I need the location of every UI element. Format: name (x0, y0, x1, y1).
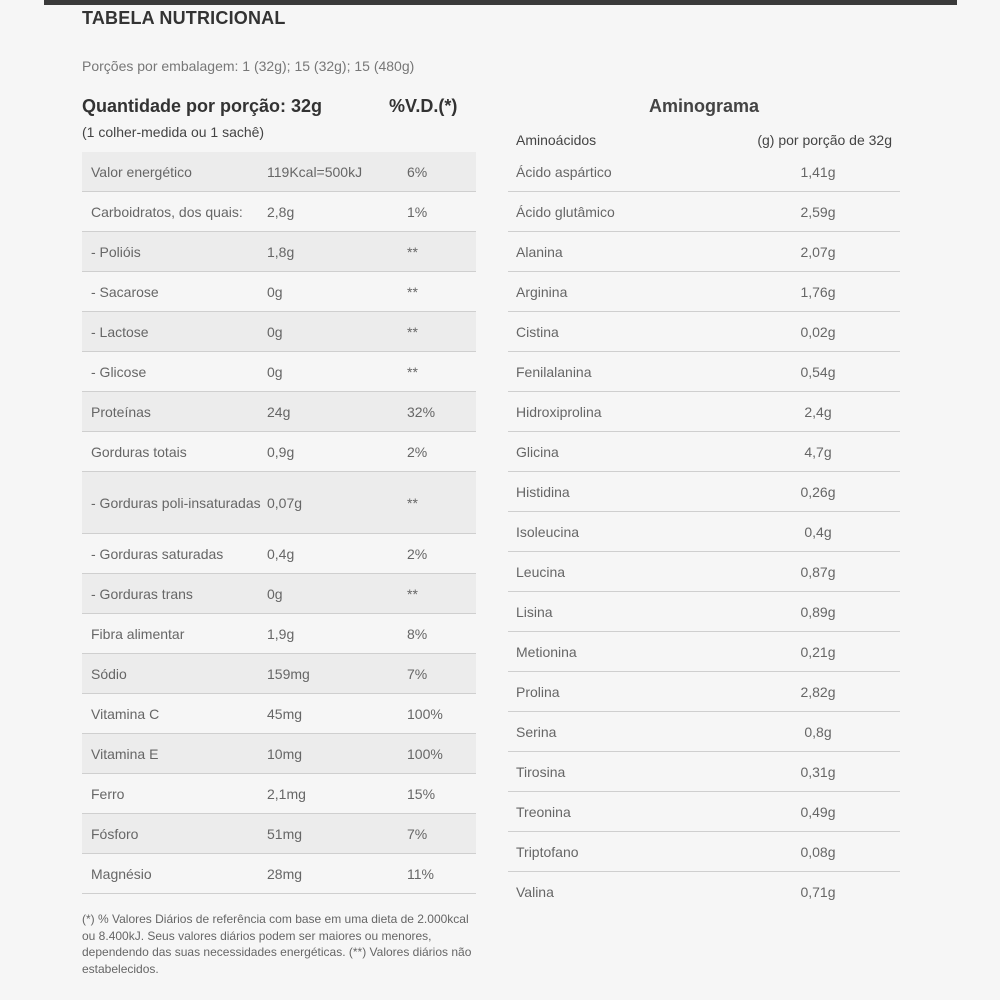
amino-acid-grams: 0,89g (800, 604, 836, 620)
nutrient-name: - Glicose (91, 364, 147, 380)
amino-acid-name: Histidina (516, 484, 570, 500)
amino-acid-name: Metionina (516, 644, 577, 660)
nutrition-row (82, 472, 476, 534)
nutrient-amount: 1,9g (267, 626, 295, 642)
nutrient-name: Ferro (91, 786, 125, 802)
amino-acid-grams: 0,31g (800, 764, 836, 780)
nutrient-daily-value: ** (407, 324, 418, 340)
nutrient-daily-value: 100% (407, 746, 443, 762)
aminogram-row (508, 312, 900, 352)
nutrient-daily-value: ** (407, 364, 418, 380)
amino-acid-name: Triptofano (516, 844, 579, 860)
nutrient-name: Fibra alimentar (91, 626, 185, 642)
aminogram-table (508, 152, 900, 912)
amino-acid-grams: 0,87g (800, 564, 836, 580)
nutrient-name: Gorduras totais (91, 444, 187, 460)
aminogram-row (508, 832, 900, 872)
nutrient-amount: 119Kcal=500kJ (267, 164, 363, 180)
nutrient-daily-value: 15% (407, 786, 436, 802)
aminogram-row (508, 872, 900, 912)
top-divider-bar (44, 0, 957, 5)
nutrient-daily-value: 32% (407, 404, 436, 420)
amino-acid-name: Hidroxiprolina (516, 404, 602, 420)
nutrient-amount: 28mg (267, 866, 303, 882)
nutrient-daily-value: ** (407, 586, 418, 602)
aminogram-row (508, 632, 900, 672)
amino-acid-grams: 0,49g (800, 804, 836, 820)
nutrition-row (82, 734, 476, 774)
amino-acid-grams: 0,4g (804, 524, 832, 540)
nutrient-name: Carboidratos, dos quais: (91, 204, 243, 220)
nutrient-amount: 45mg (267, 706, 303, 722)
amino-acid-name: Treonina (516, 804, 571, 820)
aminogram-row (508, 352, 900, 392)
servings-per-package: Porções por embalagem: 1 (32g); 15 (32g); 15 (480g) (82, 58, 415, 74)
nutrition-row (82, 152, 476, 192)
amino-acid-name: Leucina (516, 564, 566, 580)
nutrient-name: - Gorduras trans (91, 586, 193, 602)
aminogram-row (508, 512, 900, 552)
page-title: TABELA NUTRICIONAL (82, 8, 286, 28)
nutrient-amount: 0,4g (267, 546, 295, 562)
nutrition-row (82, 392, 476, 432)
amino-acid-name: Serina (516, 724, 557, 740)
nutrient-name: Proteínas (91, 404, 151, 420)
nutrient-amount: 0,07g (267, 495, 303, 511)
aminogram-row (508, 672, 900, 712)
amino-acid-grams: 0,26g (800, 484, 836, 500)
nutrient-daily-value: ** (407, 284, 418, 300)
nutrient-daily-value: 7% (407, 826, 428, 842)
nutrient-amount: 0g (267, 284, 283, 300)
amino-acid-grams: 2,59g (800, 204, 836, 220)
amino-acid-grams: 2,82g (800, 684, 836, 700)
footnote: (*) % Valores Diários de referência com base em uma dieta de 2.000kcal ou 8.400kJ. Seus valores diários podem ser maiores ou menores, dependendo das suas necessidades energéticas. (**) Valores diários não estabelecidos. (82, 912, 472, 976)
row-divider (82, 893, 476, 894)
amino-acid-grams: 0,02g (800, 324, 836, 340)
nutrient-amount: 2,8g (267, 204, 295, 220)
nutrient-amount: 1,8g (267, 244, 295, 260)
nutrition-row (82, 694, 476, 734)
aminogram-row (508, 192, 900, 232)
aminogram-row (508, 712, 900, 752)
nutrient-daily-value: 7% (407, 666, 428, 682)
nutrient-daily-value: 2% (407, 546, 428, 562)
amino-acid-grams: 2,07g (800, 244, 836, 260)
aminogram-row (508, 432, 900, 472)
quantity-per-serving-label: Quantidade por porção: 32g (82, 96, 323, 116)
nutrient-name: Fósforo (91, 826, 139, 842)
nutrient-name: Vitamina C (91, 706, 160, 722)
nutrient-name: - Lactose (91, 324, 149, 340)
aminogram-row (508, 392, 900, 432)
nutrient-amount: 0g (267, 324, 283, 340)
nutrient-daily-value: ** (407, 244, 418, 260)
aminogram-row (508, 232, 900, 272)
nutrient-name: Valor energético (91, 164, 192, 180)
amino-acid-grams: 2,4g (804, 404, 832, 420)
aminogram-row (508, 792, 900, 832)
nutrient-name: Sódio (91, 666, 127, 682)
nutrition-row (82, 352, 476, 392)
nutrient-amount: 24g (267, 404, 291, 420)
nutrition-row (82, 534, 476, 574)
nutrient-name: Vitamina E (91, 746, 159, 762)
nutrition-table (82, 152, 476, 894)
aminogram-row (508, 152, 900, 192)
aminogram-section (508, 96, 900, 900)
aminogram-row (508, 752, 900, 792)
nutrient-daily-value: 6% (407, 164, 428, 180)
nutrition-row (82, 814, 476, 854)
amino-acid-name: Fenilalanina (516, 364, 592, 380)
nutrient-amount: 2,1mg (267, 786, 306, 802)
nutrient-daily-value: 1% (407, 204, 428, 220)
nutrient-amount: 0g (267, 586, 283, 602)
nutrient-amount: 10mg (267, 746, 303, 762)
nutrition-section (82, 96, 476, 882)
amino-acid-name: Arginina (516, 284, 568, 300)
nutrition-row (82, 654, 476, 694)
aminogram-row (508, 272, 900, 312)
aminogram-row (508, 552, 900, 592)
nutrient-daily-value: 100% (407, 706, 443, 722)
nutrition-row (82, 312, 476, 352)
daily-value-label: %V.D.(*) (389, 96, 458, 116)
nutrient-daily-value: 2% (407, 444, 428, 460)
amino-acid-grams: 4,7g (804, 444, 832, 460)
nutrition-row (82, 574, 476, 614)
amino-acid-name: Tirosina (516, 764, 566, 780)
nutrition-row (82, 192, 476, 232)
nutrition-row (82, 614, 476, 654)
amino-acid-name: Lisina (516, 604, 553, 620)
amino-acids-column-header: Aminoácidos (516, 132, 597, 148)
amino-acid-grams: 0,08g (800, 844, 836, 860)
nutrition-header (82, 96, 476, 122)
amino-acid-name: Cistina (516, 324, 559, 340)
nutrient-name: - Sacarose (91, 284, 159, 300)
nutrient-name: - Gorduras saturadas (91, 546, 224, 562)
nutrient-amount: 51mg (267, 826, 303, 842)
nutrition-row (82, 432, 476, 472)
nutrient-amount: 0,9g (267, 444, 295, 460)
nutrition-row (82, 272, 476, 312)
amino-acid-grams: 1,41g (800, 164, 836, 180)
serving-measure: (1 colher-medida ou 1 sachê) (82, 124, 265, 140)
nutrient-amount: 159mg (267, 666, 310, 682)
amino-acid-name: Alanina (516, 244, 563, 260)
nutrient-daily-value: ** (407, 495, 418, 511)
amino-acid-grams: 0,8g (804, 724, 832, 740)
amino-acid-name: Glicina (516, 444, 559, 460)
nutrition-row (82, 232, 476, 272)
amino-acid-grams: 0,21g (800, 644, 836, 660)
amino-acid-name: Ácido aspártico (516, 164, 612, 180)
amino-acid-grams: 1,76g (800, 284, 836, 300)
nutrient-amount: 0g (267, 364, 283, 380)
nutrient-name: Magnésio (91, 866, 152, 882)
grams-per-serving-column-header: (g) por porção de 32g (757, 132, 892, 148)
amino-acid-grams: 0,71g (800, 884, 836, 900)
amino-acid-name: Prolina (516, 684, 560, 700)
amino-acid-name: Valina (516, 884, 554, 900)
nutrition-row (82, 854, 476, 894)
nutrient-name: - Gorduras poli-insaturadas (91, 495, 261, 511)
amino-acid-name: Isoleucina (516, 524, 580, 540)
amino-acid-grams: 0,54g (800, 364, 836, 380)
aminogram-title: Aminograma (648, 96, 760, 116)
aminogram-row (508, 592, 900, 632)
amino-acid-name: Ácido glutâmico (516, 204, 615, 220)
nutrient-name: - Polióis (91, 244, 141, 260)
nutrition-row (82, 774, 476, 814)
nutrient-daily-value: 11% (407, 866, 434, 882)
nutrient-daily-value: 8% (407, 626, 428, 642)
aminogram-row (508, 472, 900, 512)
